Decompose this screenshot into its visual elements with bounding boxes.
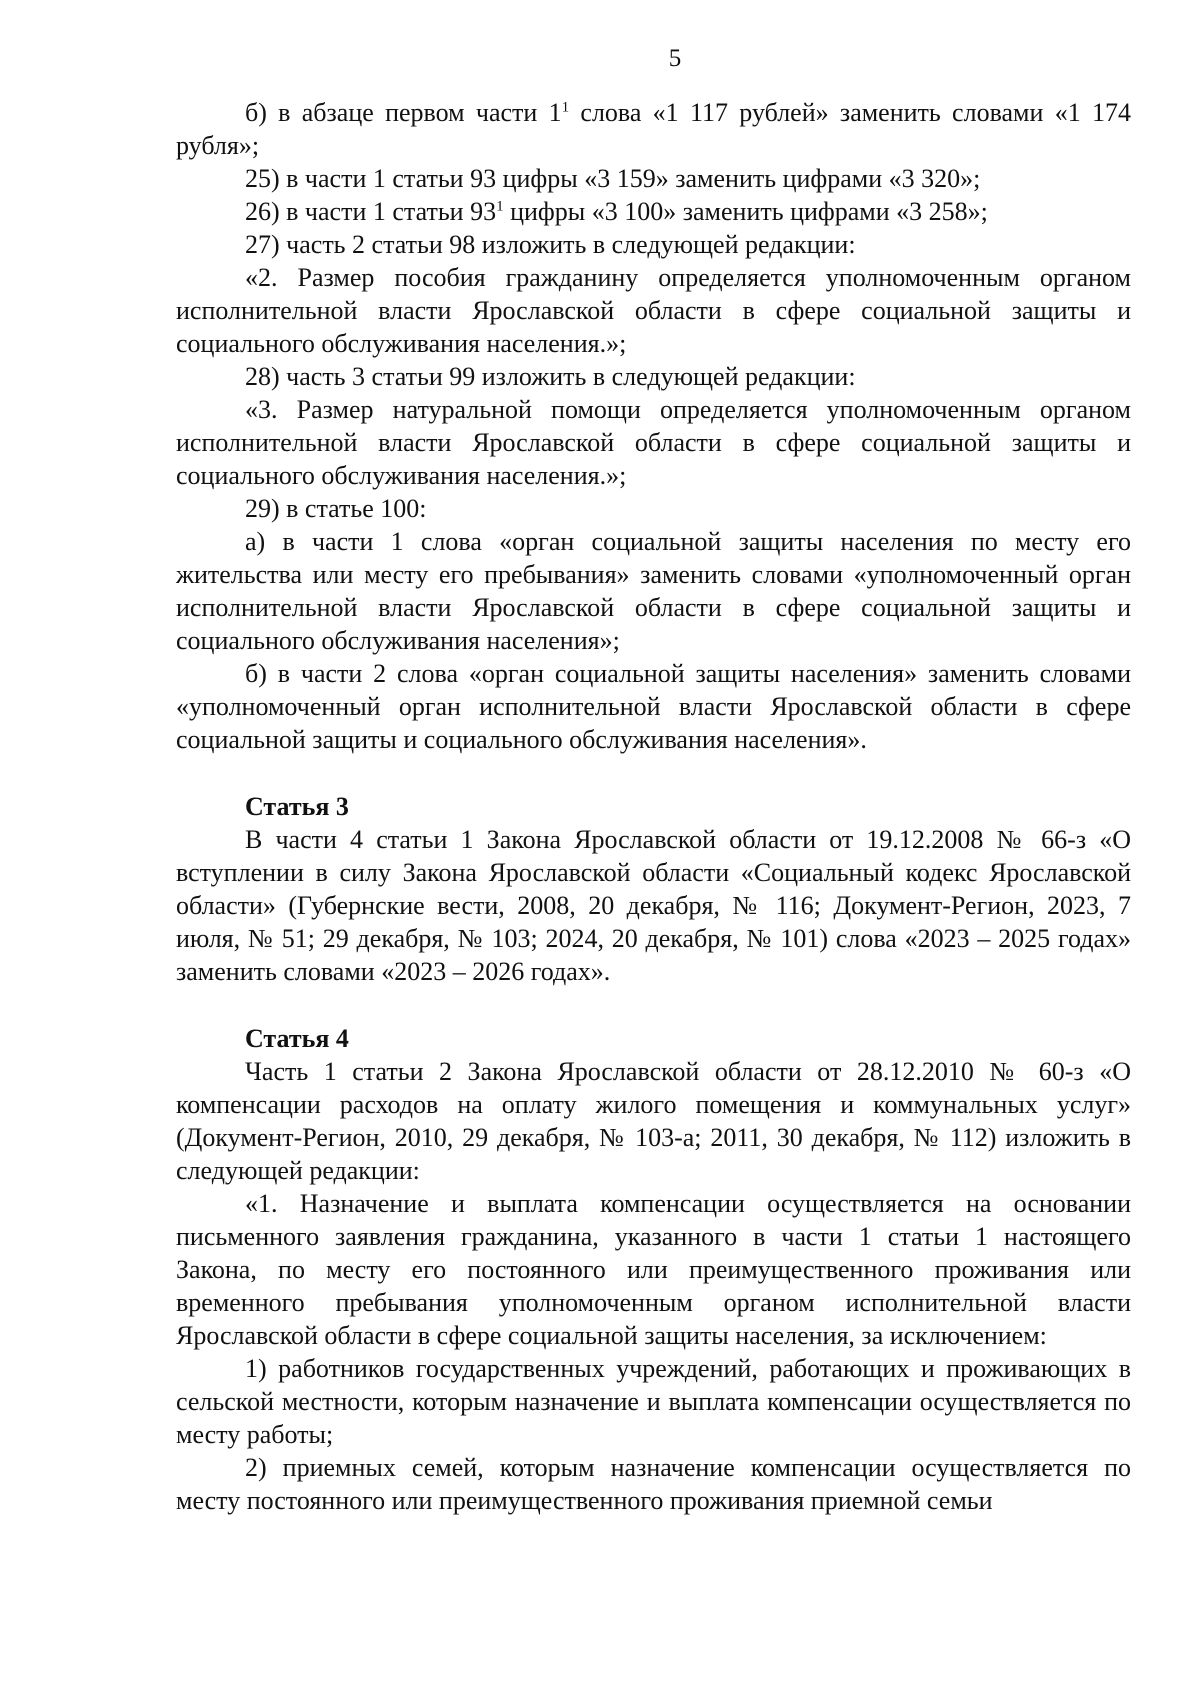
paragraph: «2. Размер пособия гражданину определяется уполномоченным органом исполнительной власти Ярославской области в сфере социальной защиты и социального обслуживания населения.»;: [176, 263, 1131, 358]
document-body: [176, 96, 1131, 1517]
paragraph: б) в части 2 слова «орган социальной защиты населения» заменить словами «уполномоченный орган исполнительной власти Ярославской области в сфере социальной защиты и социального обслуживания населения».: [176, 659, 1131, 754]
article-4-heading: Статья 4: [245, 1024, 349, 1053]
paragraph: 26) в части 1 статьи $93^1$ цифры «3 100» заменить цифрами «3 258»;: [245, 197, 988, 226]
article-4-paragraph: Часть 1 статьи 2 Закона Ярославской области от 28.12.2010 № 60-з «О компенсации расходов на оплату жилого помещения и коммунальных услуг» (Документ-Регион, 2010, 29 декабря, № 103-а; 2011, 30 декабря, № 112) изложить в следующей редакции:: [176, 1057, 1131, 1185]
page-number: 5: [668, 45, 682, 72]
paragraph: 27) часть 2 статьи 98 изложить в следующей редакции:: [245, 230, 856, 259]
article-3-heading: Статья 3: [245, 792, 349, 821]
paragraph: 29) в статье 100:: [245, 494, 427, 523]
article-4-paragraph: 1) работников государственных учреждений, работающих и проживающих в сельской местности, которым назначение и выплата компенсации осуществляется по месту работы;: [176, 1354, 1131, 1449]
article-4-paragraph: 2) приемных семей, которым назначение компенсации осуществляется по месту постоянного или преимущественного проживания приемной семьи: [176, 1453, 1131, 1515]
article-4-paragraph: «1. Назначение и выплата компенсации осуществляется на основании письменного заявления гражданина, указанного в части 1 статьи 1 настоящего Закона, по месту его постоянного или преимущественного проживания или временного пребывания уполномоченным органом исполнительной власти Ярославской области в сфере социальной защиты населения, за исключением:: [176, 1189, 1131, 1350]
paragraph: 28) часть 3 статьи 99 изложить в следующей редакции:: [245, 362, 856, 391]
paragraph: б) в абзаце первом части $1^1$ слова «1 117 рублей» заменить словами «1 174 рубля»;: [176, 98, 1132, 160]
article-3-text: В части 4 статьи 1 Закона Ярославской области от 19.12.2008 № 66-з «О вступлении в силу Закона Ярославской области «Социальный кодекс Ярославской области» (Губернские вести, 2008, 20 декабря, № 116; Документ-Регион, 2023, 7 июля, № 51; 29 декабря, № 103; 2024, 20 декабря, № 101) слова «2023 – 2025 годах» заменить словами «2023 – 2026 годах».: [176, 825, 1131, 986]
paragraph: «3. Размер натуральной помощи определяется уполномоченным органом исполнительной власти Ярославской области в сфере социальной защиты и социального обслуживания населения.»;: [176, 395, 1131, 490]
paragraph: а) в части 1 слова «орган социальной защиты населения по месту его жительства или месту его пребывания» заменить словами «уполномоченный орган исполнительной власти Ярославской области в сфере социальной защиты и социального обслуживания населения»;: [176, 527, 1131, 655]
paragraph: 25) в части 1 статьи 93 цифры «3 159» заменить цифрами «3 320»;: [245, 164, 981, 193]
